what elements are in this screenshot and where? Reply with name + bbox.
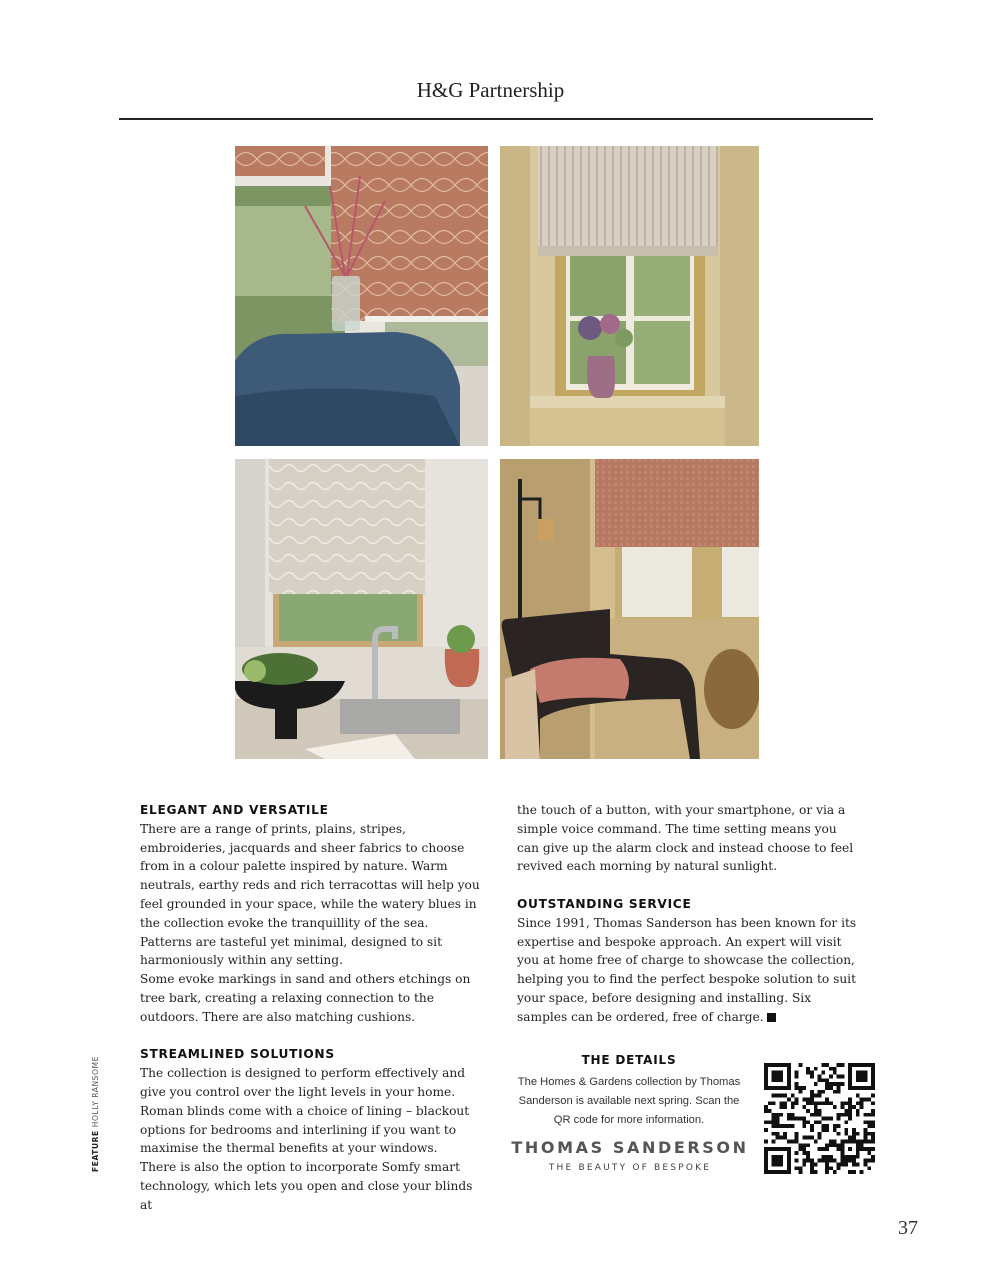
details-heading: THE DETAILS: [581, 1053, 677, 1067]
heading-outstanding-service: OUTSTANDING SERVICE: [517, 896, 692, 911]
article-column-right: [517, 801, 857, 1027]
paragraph-outstanding-service: [517, 914, 857, 1027]
header-rule: [119, 118, 873, 120]
brand-logo-name: THOMAS SANDERSON: [511, 1138, 749, 1157]
credit-label: FEATURE: [91, 1130, 100, 1172]
paragraph-streamlined-2-start: There is also the option to incorporate Somfy smart technology, which lets you open and close your blinds at: [140, 1160, 473, 1212]
end-mark-icon: [767, 1013, 776, 1022]
page-header-title: H&G Partnership: [416, 78, 565, 102]
paragraph-elegant-1: There are a range of prints, plains, stripes, embroideries, jacquards and sheer fabrics to choose from in a colour palette inspired by nature. Warm neutrals, earthy reds and rich terracottas will help you feel grounded in your space, while the watery blues in the collection evoke the tranquillity of the sea. Patterns are tasteful yet minimal, designed to sit harmoniously within any setting.: [140, 821, 480, 968]
photo-terracotta-blinds-armchair: [235, 146, 488, 446]
photo-striped-blind-window: [500, 146, 759, 446]
heading-streamlined-solutions: STREAMLINED SOLUTIONS: [140, 1047, 335, 1062]
paragraph-outstanding-service-text: Since 1991, Thomas Sanderson has been known for its expertise and bespoke approach. An expert will visit you at home free of charge to showcase the collection, helping you to find the perfect bespoke solution to suit your space, before designing and installing. Six samples can be ordered, free of charge.: [517, 915, 857, 1024]
photo-roller-blind-kitchen: [235, 459, 488, 759]
heading-elegant-and-versatile: ELEGANT AND VERSATILE: [140, 803, 329, 817]
details-text: The Homes & Gardens collection by Thomas Sanderson is available next spring. Scan the QR code for more information.: [517, 1076, 741, 1126]
page-number: 37: [898, 1217, 918, 1239]
brand-logo-tagline: THE BEAUTY OF BESPOKE: [548, 1163, 712, 1173]
photo-terracotta-blind-leather-chair: [500, 459, 759, 759]
qr-code-icon[interactable]: [764, 1063, 875, 1174]
article-column-left: [140, 801, 480, 1215]
credit-name: HOLLY RANSOME: [91, 1056, 100, 1128]
paragraph-streamlined-2-end: the touch of a button, with your smartphone, or via a simple voice command. The time setting means you can give up the alarm clock and instead choose to feel revived each morning by natural sunlight.: [517, 803, 854, 874]
paragraph-streamlined-1: The collection is designed to perform effectively and give you control over the light levels in your home. Roman blinds come with a choice of lining – blackout options for bedrooms and interlining if you want to maximise the thermal benefits at your windows.: [140, 1066, 470, 1156]
paragraph-elegant-2: Some evoke markings in sand and others etchings on tree bark, creating a relaxing connection to the outdoors. There are also matching cushions.: [140, 972, 471, 1024]
